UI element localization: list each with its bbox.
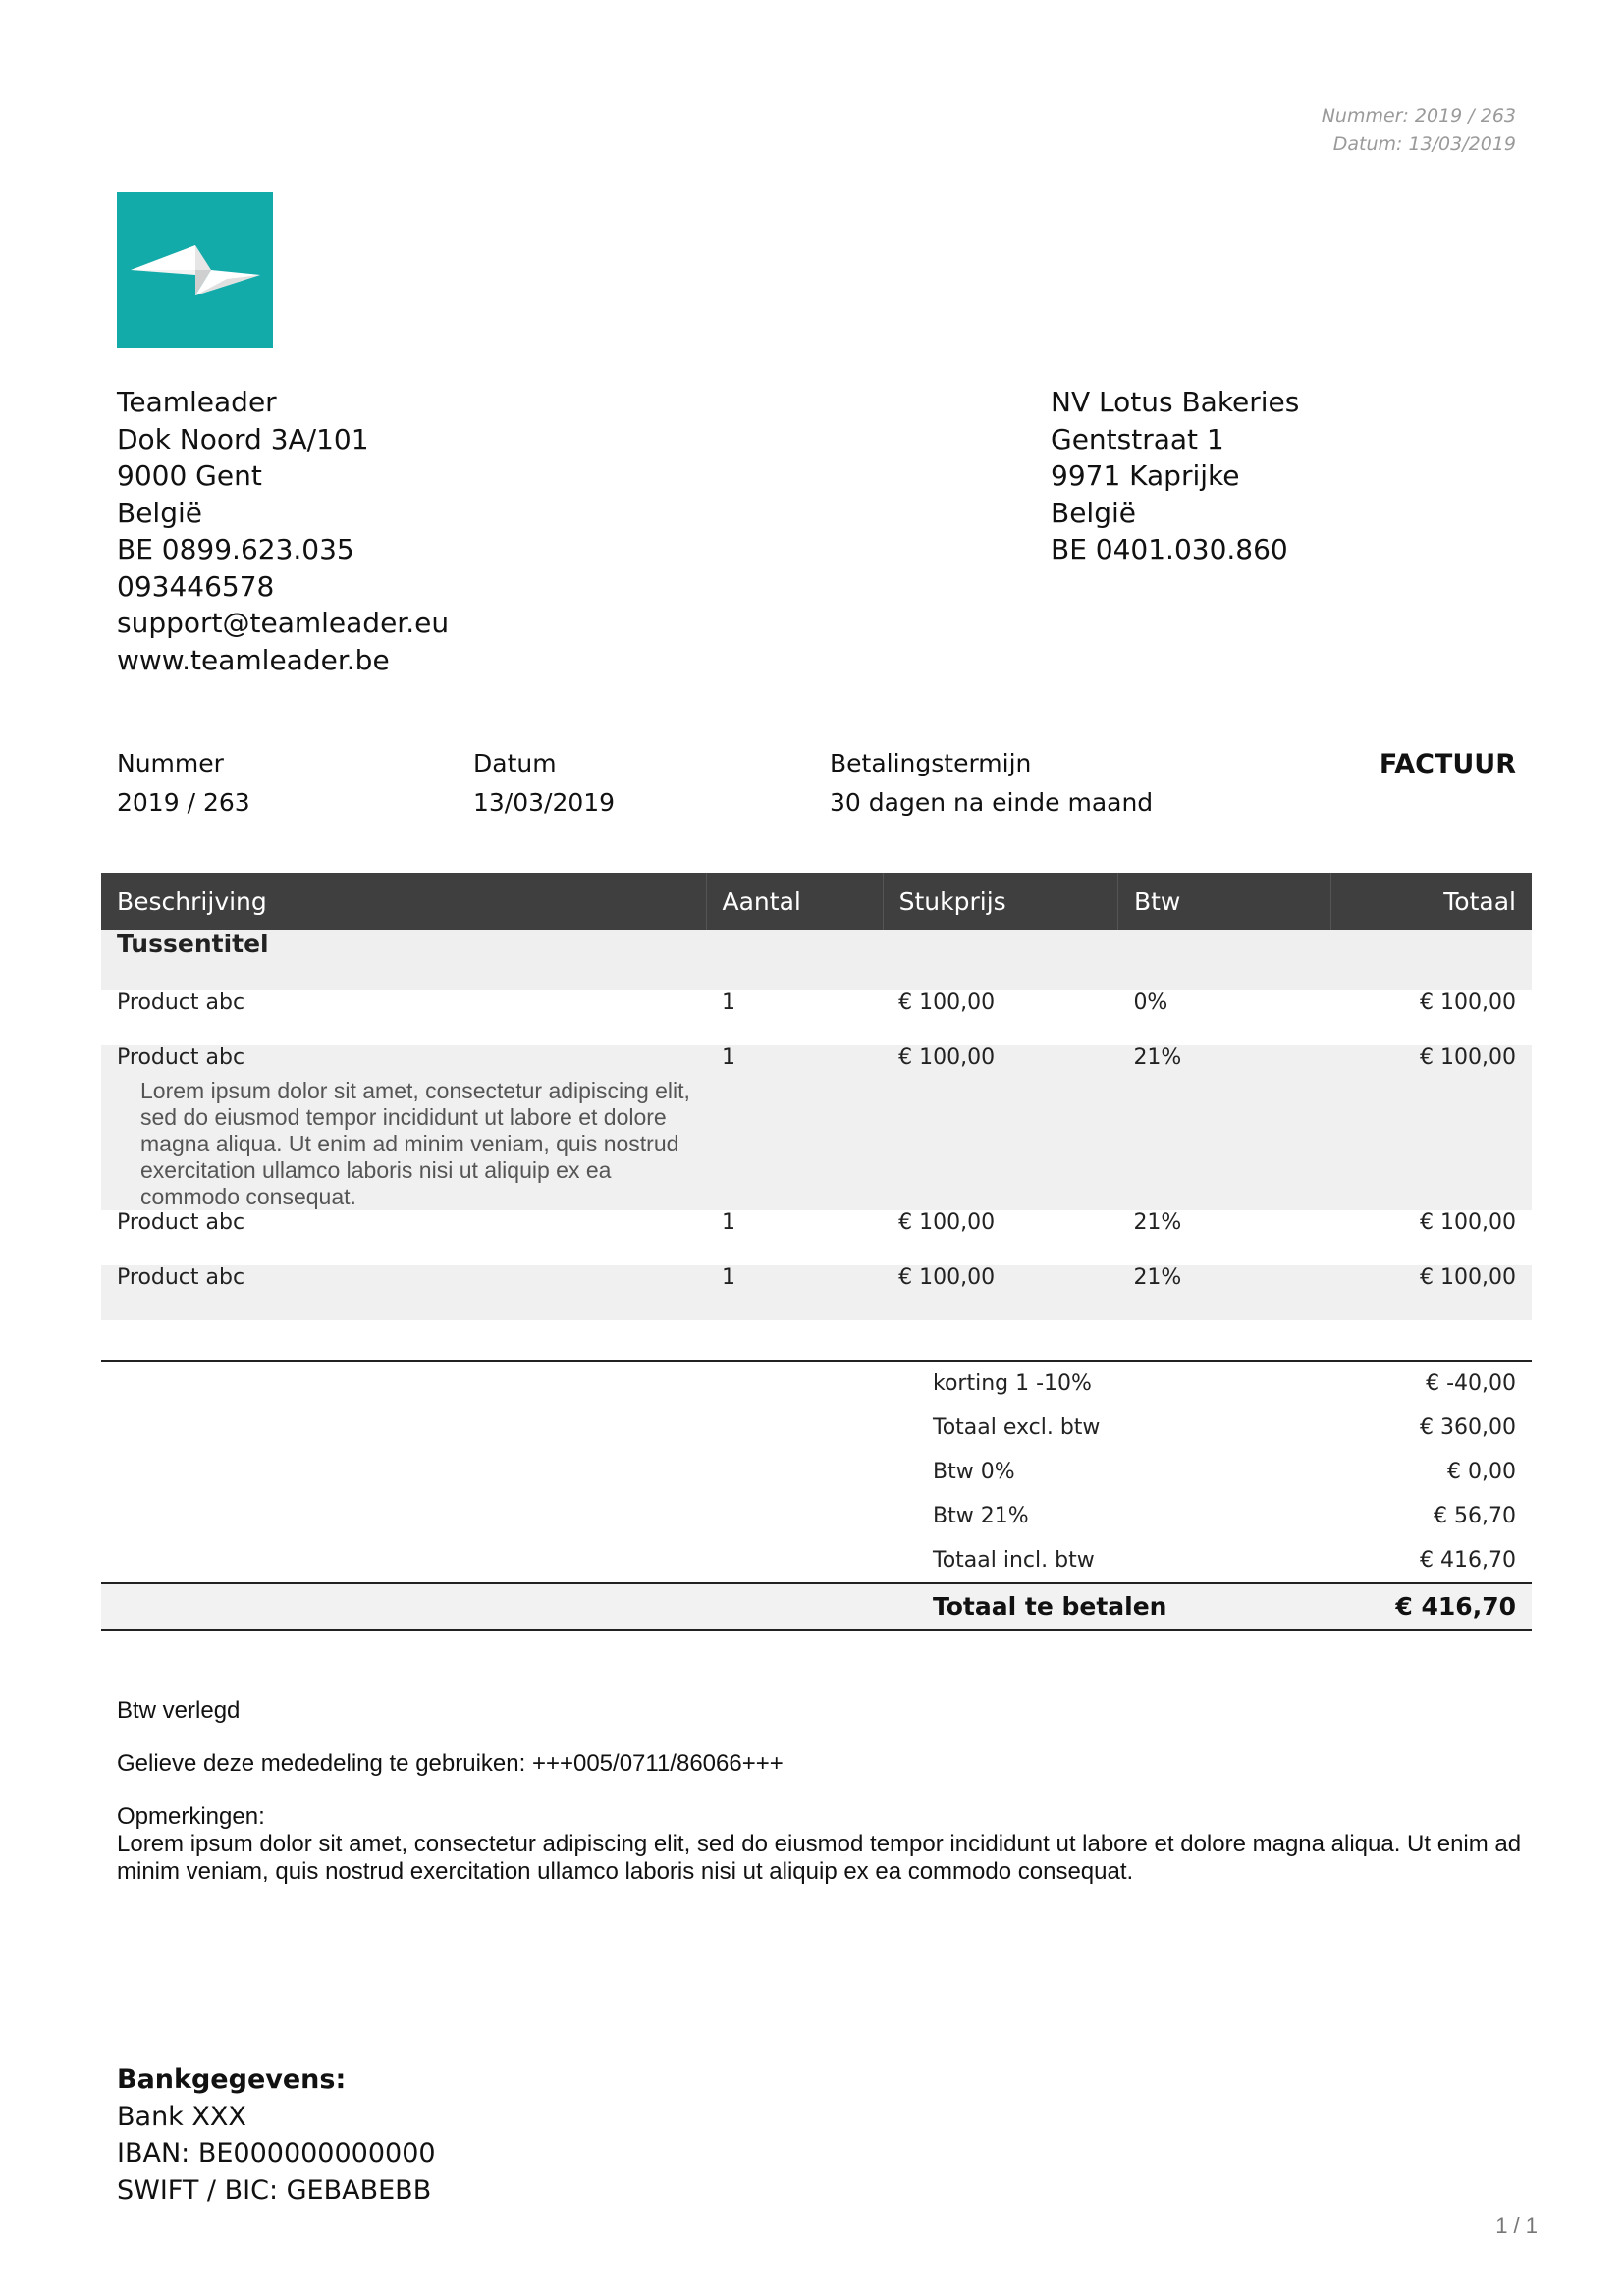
item-vat: 21% xyxy=(1117,1210,1330,1265)
number-value: 2019 / 263 xyxy=(117,788,250,817)
total-excl-label: Totaal excl. btw xyxy=(933,1415,1101,1440)
total-incl-label: Totaal incl. btw xyxy=(933,1548,1095,1573)
table-row xyxy=(101,1045,1532,1210)
remarks-text: Lorem ipsum dolor sit amet, consectetur adipiscing elit, sed do eiusmod tempor incididunt ut labore et dolore magna aliqua. Ut enim ad minim veniam, quis nostrud exercitation ullamco laboris nisi ut aliquip ex ea commodo consequat. xyxy=(117,1831,1522,1885)
total-due-row xyxy=(101,1582,1532,1631)
meta-date: Datum: 13/03/2019 xyxy=(1332,133,1516,155)
item-unit-price: € 100,00 xyxy=(883,1210,1117,1265)
sender-address xyxy=(117,384,449,678)
total-incl-row xyxy=(101,1538,1532,1582)
item-quantity: 1 xyxy=(706,1265,883,1320)
item-description: Product abc xyxy=(101,1210,706,1265)
notes-section xyxy=(117,1697,1531,1886)
recipient-city: 9971 Kaprijke xyxy=(1051,459,1240,492)
vat0-label: Btw 0% xyxy=(933,1460,1015,1484)
table-row xyxy=(101,1210,1532,1265)
payment-reference: Gelieve deze mededeling te gebruiken: +++005/0711/86066+++ xyxy=(117,1750,784,1777)
terms-value: 30 dagen na einde maand xyxy=(830,788,1154,817)
company-logo xyxy=(117,192,273,348)
date-value: 13/03/2019 xyxy=(473,788,616,817)
item-total: € 100,00 xyxy=(1331,1045,1532,1210)
col-vat: Btw xyxy=(1117,873,1330,930)
vat21-value: € 56,70 xyxy=(1434,1504,1516,1528)
discount-value: € -40,00 xyxy=(1426,1371,1516,1396)
vat0-row xyxy=(101,1450,1532,1494)
table-row xyxy=(101,1265,1532,1320)
item-total: € 100,00 xyxy=(1331,1265,1532,1320)
vat0-value: € 0,00 xyxy=(1447,1460,1516,1484)
bank-title: Bankgegevens: xyxy=(117,2064,347,2095)
total-excl-row xyxy=(101,1406,1532,1450)
item-unit-price: € 100,00 xyxy=(883,1265,1117,1320)
bank-name: Bank XXX xyxy=(117,2101,246,2132)
sender-vat: BE 0899.623.035 xyxy=(117,533,354,565)
item-description: Product abc xyxy=(101,1265,706,1320)
recipient-street: Gentstraat 1 xyxy=(1051,422,1224,455)
recipient-country: België xyxy=(1051,496,1136,529)
col-quantity: Aantal xyxy=(706,873,883,930)
col-description: Beschrijving xyxy=(101,873,706,930)
sender-email: support@teamleader.eu xyxy=(117,607,450,639)
col-total: Totaal xyxy=(1331,873,1532,930)
invoice-items-table xyxy=(101,873,1532,1320)
number-label: Nummer xyxy=(117,749,224,777)
bank-iban: IBAN: BE000000000000 xyxy=(117,2138,436,2168)
document-type: FACTUUR xyxy=(1379,749,1516,779)
table-header xyxy=(101,873,1532,930)
total-incl-value: € 416,70 xyxy=(1420,1548,1516,1573)
sender-city: 9000 Gent xyxy=(117,459,262,492)
item-total: € 100,00 xyxy=(1331,990,1532,1045)
item-description-cell xyxy=(101,1045,706,1210)
vat21-label: Btw 21% xyxy=(933,1504,1029,1528)
item-note: Lorem ipsum dolor sit amet, consectetur adipiscing elit, sed do eiusmod tempor incididunt ut labore et dolore magna aliqua. Ut enim ad minim veniam, quis nostrud exercitation ullamco laboris nisi ut aliquip ex ea commodo consequat. xyxy=(140,1078,690,1209)
section-subtitle: Tussentitel xyxy=(101,930,1532,990)
totals-block xyxy=(101,1360,1532,1631)
bank-swift: SWIFT / BIC: GEBABEBB xyxy=(117,2174,432,2206)
item-vat: 0% xyxy=(1117,990,1330,1045)
sender-phone: 093446578 xyxy=(117,569,275,603)
total-due-label: Totaal te betalen xyxy=(933,1592,1167,1621)
vat21-row xyxy=(101,1494,1532,1538)
item-description: Product abc xyxy=(101,990,706,1045)
terms-label: Betalingstermijn xyxy=(830,749,1032,777)
discount-row xyxy=(101,1362,1532,1406)
remarks-label: Opmerkingen: xyxy=(117,1803,265,1830)
item-unit-price: € 100,00 xyxy=(883,1045,1117,1210)
item-description: Product abc xyxy=(117,1045,245,1070)
sender-name: Teamleader xyxy=(117,386,277,418)
logo-arrow-icon xyxy=(117,192,273,348)
total-excl-value: € 360,00 xyxy=(1420,1415,1516,1440)
table-row xyxy=(101,990,1532,1045)
meta-number: Nummer: 2019 / 263 xyxy=(1321,105,1516,127)
item-vat: 21% xyxy=(1117,1045,1330,1210)
page-number: 1 / 1 xyxy=(1495,2214,1538,2238)
item-unit-price: € 100,00 xyxy=(883,990,1117,1045)
recipient-vat: BE 0401.030.860 xyxy=(1051,533,1288,565)
recipient-address xyxy=(1051,384,1299,568)
total-due-value: € 416,70 xyxy=(1395,1592,1516,1621)
sender-country: België xyxy=(117,496,202,529)
item-total: € 100,00 xyxy=(1331,1210,1532,1265)
recipient-name: NV Lotus Bakeries xyxy=(1051,386,1300,418)
sender-street: Dok Noord 3A/101 xyxy=(117,422,369,455)
discount-label: korting 1 -10% xyxy=(933,1371,1092,1396)
item-quantity: 1 xyxy=(706,1045,883,1210)
item-quantity: 1 xyxy=(706,990,883,1045)
section-subtitle-row xyxy=(101,930,1532,990)
item-quantity: 1 xyxy=(706,1210,883,1265)
item-vat: 21% xyxy=(1117,1265,1330,1320)
document-meta xyxy=(1322,102,1516,159)
date-label: Datum xyxy=(473,749,557,777)
bank-details xyxy=(117,2061,436,2209)
col-unit-price: Stukprijs xyxy=(883,873,1117,930)
vat-shift-note: Btw verlegd xyxy=(117,1697,241,1724)
sender-website: www.teamleader.be xyxy=(117,643,390,676)
